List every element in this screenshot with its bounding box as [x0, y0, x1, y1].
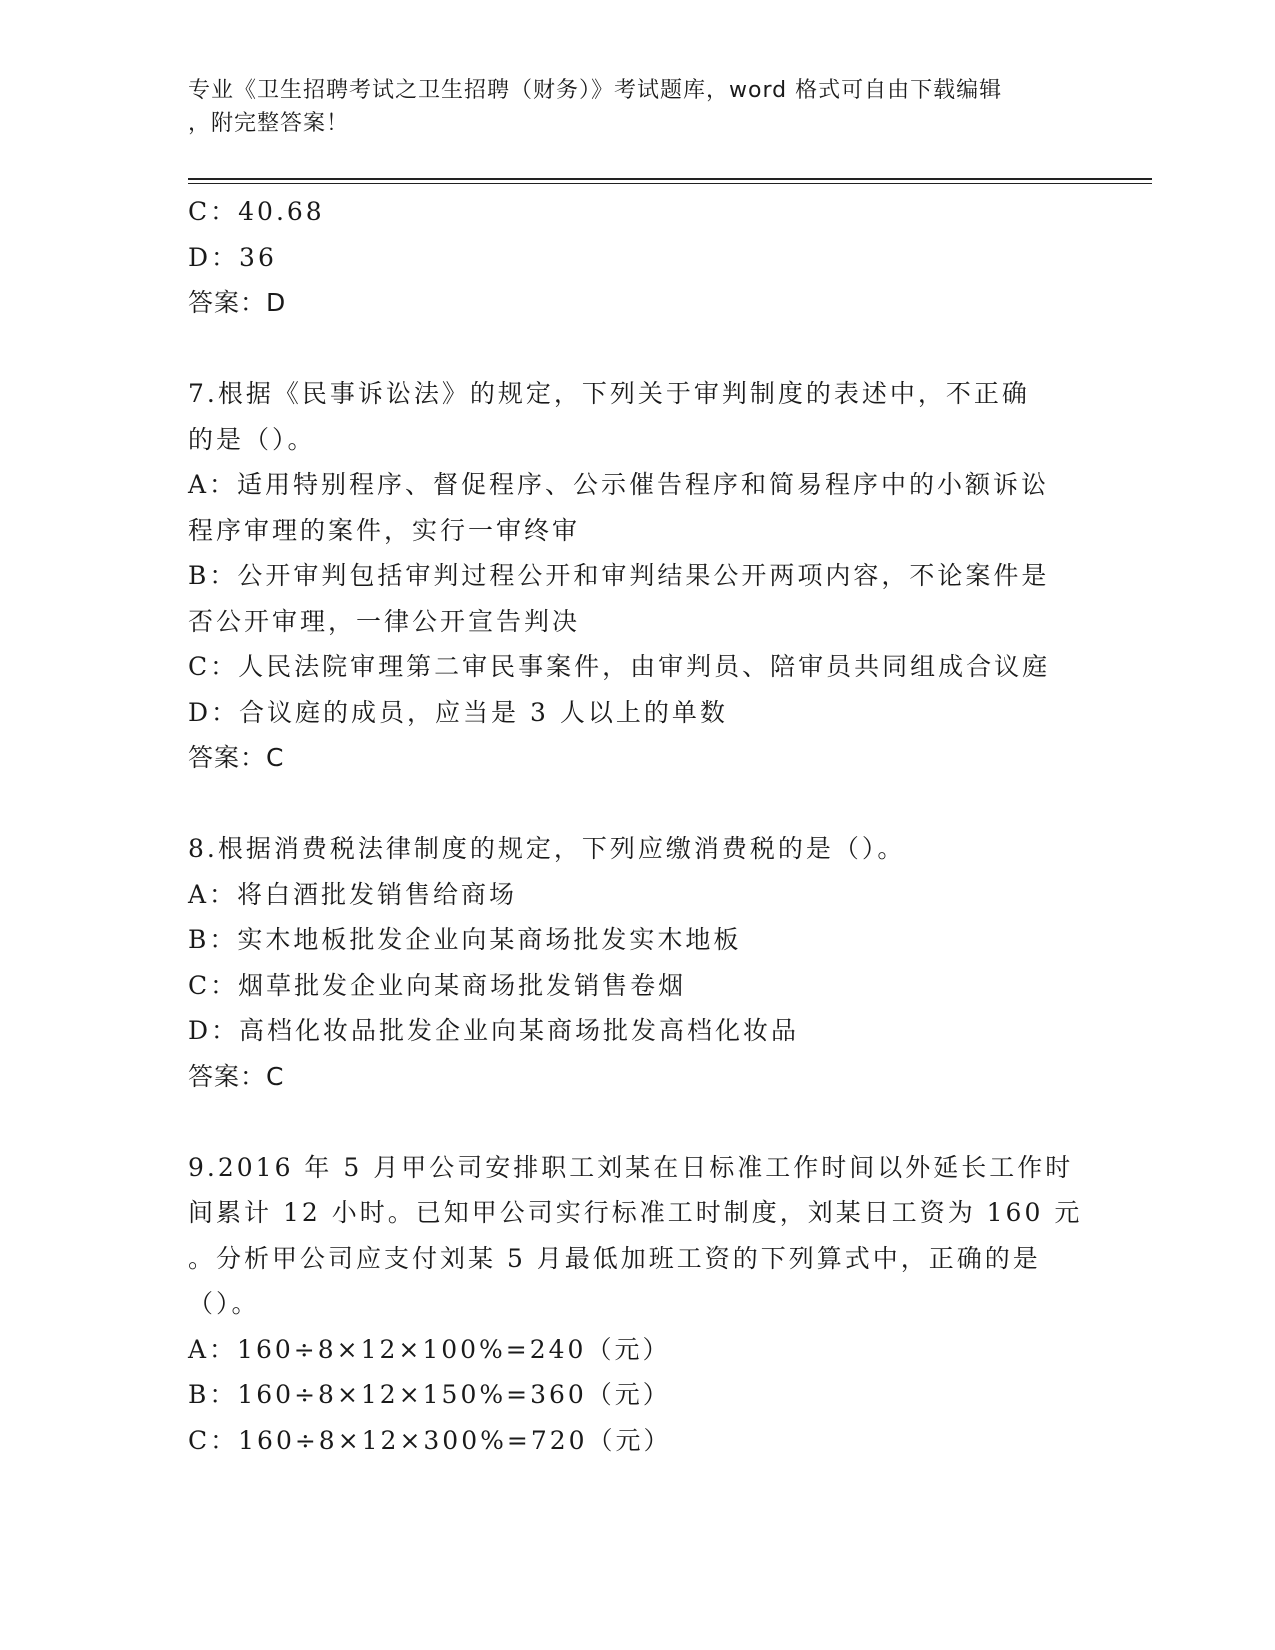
question-stem: 间累计 12 小时。已知甲公司实行标准工时制度，刘某日工资为 160 元: [188, 1198, 1083, 1227]
option-c: C：40.68: [188, 197, 325, 226]
question-stem: 9.2016 年 5 月甲公司安排职工刘某在日标准工作时间以外延长工作时: [188, 1152, 1074, 1182]
question-stem: （）。: [188, 1289, 260, 1318]
option-d: D：合议庭的成员，应当是 3 人以上的单数: [188, 697, 728, 727]
spacer: [188, 1099, 1088, 1145]
option-b: B：公开审判包括审判过程公开和审判结果公开两项内容，不论案件是: [188, 561, 1050, 590]
option-a: A：160÷8×12×100%=240（元）: [188, 1334, 671, 1364]
option-d: D：高档化妆品批发企业向某商场批发高档化妆品: [188, 1016, 800, 1045]
header-line-1: 专业《卫生招聘考试之卫生招聘（财务）》考试题库，word 格式可自由下载编辑: [188, 78, 1003, 103]
option-b: B：实木地板批发企业向某商场批发实木地板: [188, 925, 742, 954]
document-body: [188, 189, 1088, 1463]
question-9: [188, 1145, 1088, 1464]
question-stem: 。分析甲公司应支付刘某 5 月最低加班工资的下列算式中，正确的是: [188, 1243, 1041, 1273]
spacer: [188, 781, 1088, 827]
option-c: C：烟草批发企业向某商场批发销售卷烟: [188, 970, 687, 1000]
header-rule-thick: [188, 178, 1152, 180]
option-c: C：人民法院审理第二审民事案件，由审判员、陪审员共同组成合议庭: [188, 652, 1051, 681]
question-stem: 8.根据消费税法律制度的规定，下列应缴消费税的是（）。: [188, 834, 906, 863]
question-6-tail: [188, 189, 1088, 326]
option-a: A：适用特别程序、督促程序、公示催告程序和简易程序中的小额诉讼: [188, 470, 1050, 499]
question-8: [188, 826, 1088, 1099]
page-header: [188, 74, 1068, 140]
spacer: [188, 326, 1088, 372]
option-c: C：160÷8×12×300%=720（元）: [188, 1425, 672, 1455]
question-7: [188, 371, 1088, 781]
question-stem: 的是（）。: [188, 424, 316, 454]
answer: 答案：D: [188, 288, 287, 317]
option-a: A：将白酒批发销售给商场: [188, 879, 518, 909]
header-line-2: ，附完整答案！: [188, 111, 350, 136]
option-d: D：36: [188, 242, 277, 272]
header-rule-thin: [188, 183, 1152, 184]
answer: 答案：C: [188, 1061, 285, 1091]
option-b: 否公开审理，一律公开宣告判决: [188, 606, 581, 636]
option-a: 程序审理的案件，实行一审终审: [188, 515, 581, 545]
question-stem: 7.根据《民事诉讼法》的规定，下列关于审判制度的表述中，不正确: [188, 379, 1030, 408]
option-b: B：160÷8×12×150%=360（元）: [188, 1380, 671, 1409]
answer: 答案：C: [188, 743, 285, 772]
